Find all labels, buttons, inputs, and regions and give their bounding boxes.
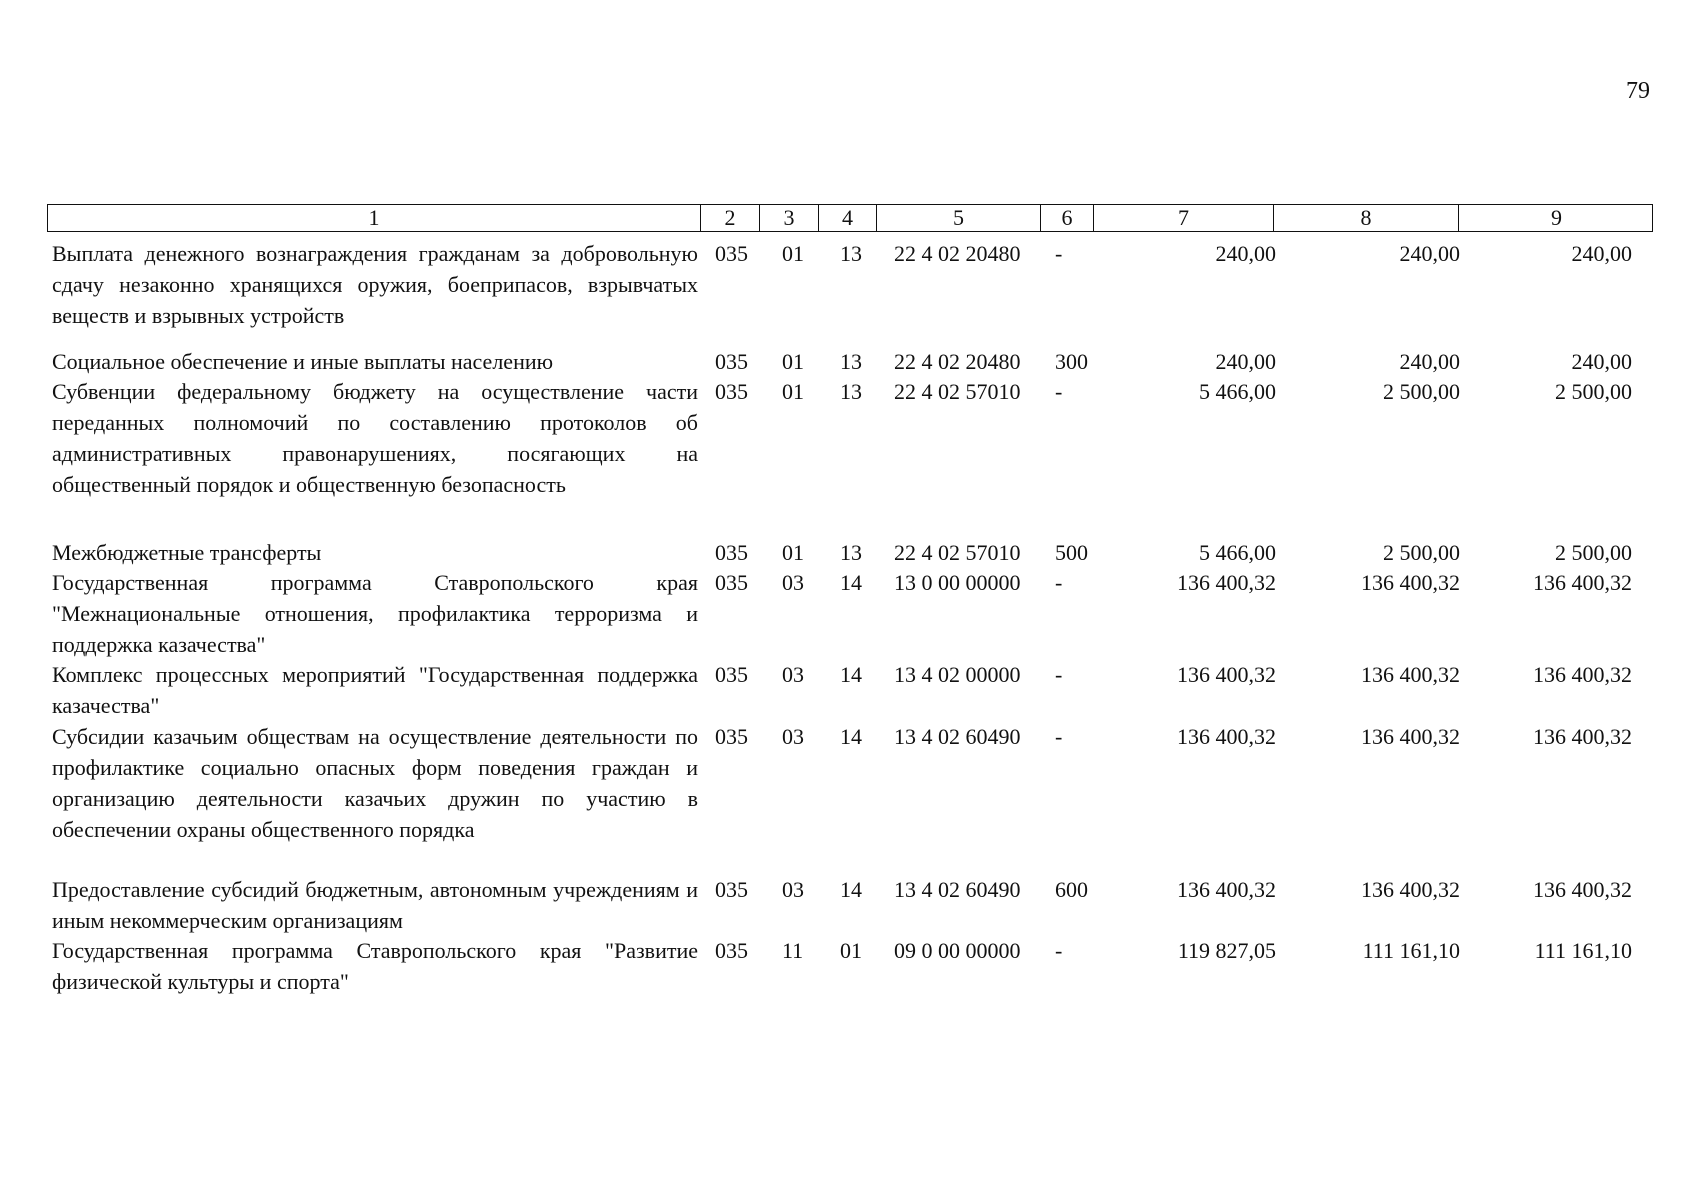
row-name: Комплекс процессных мероприятий "Государственная поддержка казачества": [52, 662, 698, 718]
row-code-target: 22 4 02 57010: [894, 540, 1021, 565]
row-amount-8: 136 400,32: [1361, 877, 1460, 902]
row-amount-9: 136 400,32: [1533, 570, 1632, 595]
row-name: Государственная программа Ставропольского края "Развитие физической культуры и спорта": [52, 938, 698, 994]
row-name: Предоставление субсидий бюджетным, автономным учреждениям и иным некоммерческим организациям: [52, 877, 698, 933]
row-code-subsection: 13: [840, 540, 862, 565]
row-code-ministry: 035: [715, 379, 748, 404]
row-name: Социальное обеспечение и иные выплаты населению: [52, 349, 554, 374]
row-amount-9: 2 500,00: [1555, 540, 1632, 565]
row-code-expense-type: -: [1055, 724, 1063, 749]
row-amount-9: 240,00: [1571, 241, 1632, 266]
row-code-subsection: 14: [840, 724, 862, 749]
header-col-3: 3: [759, 205, 818, 231]
row-code-expense-type: 500: [1055, 540, 1088, 565]
header-col-1: 1: [368, 205, 380, 230]
row-code-ministry: 035: [715, 938, 748, 963]
row-code-ministry: 035: [715, 877, 748, 902]
row-code-subsection: 13: [840, 349, 862, 374]
row-code-subsection: 13: [840, 379, 862, 404]
row-amount-7: 240,00: [1215, 349, 1276, 374]
row-code-subsection: 14: [840, 877, 862, 902]
page-number: 79: [1626, 78, 1650, 104]
row-code-target: 22 4 02 20480: [894, 241, 1021, 266]
row-code-ministry: 035: [715, 724, 748, 749]
row-code-ministry: 035: [715, 349, 748, 374]
row-amount-8: 2 500,00: [1383, 379, 1460, 404]
row-name: Государственная программа Ставропольского края "Межнациональные отношения, профилактика терроризма и поддержка казачества": [52, 570, 698, 657]
row-code-section: 03: [782, 877, 804, 902]
row-code-target: 22 4 02 57010: [894, 379, 1021, 404]
row-name: Выплата денежного вознаграждения гражданам за добровольную сдачу незаконно хранящихся оружия, боеприпасов, взрывчатых веществ и взрывных устройств: [52, 241, 698, 328]
header-col-5: 5: [876, 205, 1040, 231]
row-amount-9: 136 400,32: [1533, 724, 1632, 749]
row-code-expense-type: -: [1055, 379, 1063, 404]
row-code-target: 13 0 00 00000: [894, 570, 1021, 595]
row-code-subsection: 01: [840, 938, 862, 963]
row-name: Субсидии казачьим обществам на осуществление деятельности по профилактике социально опасных форм поведения граждан и организацию деятельности казачьих дружин по участию в обеспечении охраны общественного порядка: [52, 724, 698, 842]
row-code-target: 13 4 02 00000: [894, 662, 1021, 687]
row-amount-7: 5 466,00: [1199, 540, 1276, 565]
row-code-ministry: 035: [715, 540, 748, 565]
row-code-section: 01: [782, 540, 804, 565]
row-amount-7: 136 400,32: [1177, 724, 1276, 749]
header-col-9: 9: [1458, 205, 1654, 231]
row-name: Субвенции федеральному бюджету на осуществление части переданных полномочий по составлению протоколов об административных правонарушениях, посягающих на общественный порядок и общественную безопасность: [52, 379, 698, 497]
row-code-section: 01: [782, 241, 804, 266]
row-amount-9: 136 400,32: [1533, 877, 1632, 902]
row-code-section: 01: [782, 349, 804, 374]
row-amount-7: 5 466,00: [1199, 379, 1276, 404]
row-amount-9: 240,00: [1571, 349, 1632, 374]
row-amount-7: 119 827,05: [1177, 938, 1276, 963]
row-code-target: 09 0 00 00000: [894, 938, 1021, 963]
row-amount-8: 136 400,32: [1361, 570, 1460, 595]
header-col-7: 7: [1093, 205, 1273, 231]
row-code-section: 03: [782, 662, 804, 687]
row-code-ministry: 035: [715, 570, 748, 595]
row-code-ministry: 035: [715, 241, 748, 266]
row-amount-8: 2 500,00: [1383, 540, 1460, 565]
row-code-section: 01: [782, 379, 804, 404]
row-code-subsection: 14: [840, 662, 862, 687]
row-code-expense-type: -: [1055, 938, 1063, 963]
row-amount-7: 240,00: [1215, 241, 1276, 266]
header-col-8: 8: [1273, 205, 1458, 231]
row-code-expense-type: 300: [1055, 349, 1088, 374]
header-col-4: 4: [818, 205, 876, 231]
row-amount-8: 136 400,32: [1361, 724, 1460, 749]
row-code-target: 13 4 02 60490: [894, 724, 1021, 749]
header-col-2: 2: [700, 205, 759, 231]
row-amount-9: 2 500,00: [1555, 379, 1632, 404]
row-amount-8: 240,00: [1399, 241, 1460, 266]
row-code-section: 11: [782, 938, 804, 963]
table-header: [47, 204, 1653, 232]
row-code-expense-type: -: [1055, 662, 1063, 687]
row-code-expense-type: 600: [1055, 877, 1088, 902]
row-amount-8: 136 400,32: [1361, 662, 1460, 687]
row-code-target: 13 4 02 60490: [894, 877, 1021, 902]
row-code-ministry: 035: [715, 662, 748, 687]
row-amount-7: 136 400,32: [1177, 877, 1276, 902]
row-amount-8: 240,00: [1399, 349, 1460, 374]
row-code-subsection: 14: [840, 570, 862, 595]
row-code-expense-type: -: [1055, 241, 1063, 266]
row-code-section: 03: [782, 570, 804, 595]
row-amount-7: 136 400,32: [1177, 662, 1276, 687]
row-amount-8: 111 161,10: [1362, 938, 1460, 963]
row-code-expense-type: -: [1055, 570, 1063, 595]
row-amount-9: 111 161,10: [1534, 938, 1632, 963]
row-amount-7: 136 400,32: [1177, 570, 1276, 595]
row-code-target: 22 4 02 20480: [894, 349, 1021, 374]
row-name: Межбюджетные трансферты: [52, 540, 322, 565]
row-code-subsection: 13: [840, 241, 862, 266]
row-code-section: 03: [782, 724, 804, 749]
row-amount-9: 136 400,32: [1533, 662, 1632, 687]
header-col-6: 6: [1040, 205, 1093, 231]
